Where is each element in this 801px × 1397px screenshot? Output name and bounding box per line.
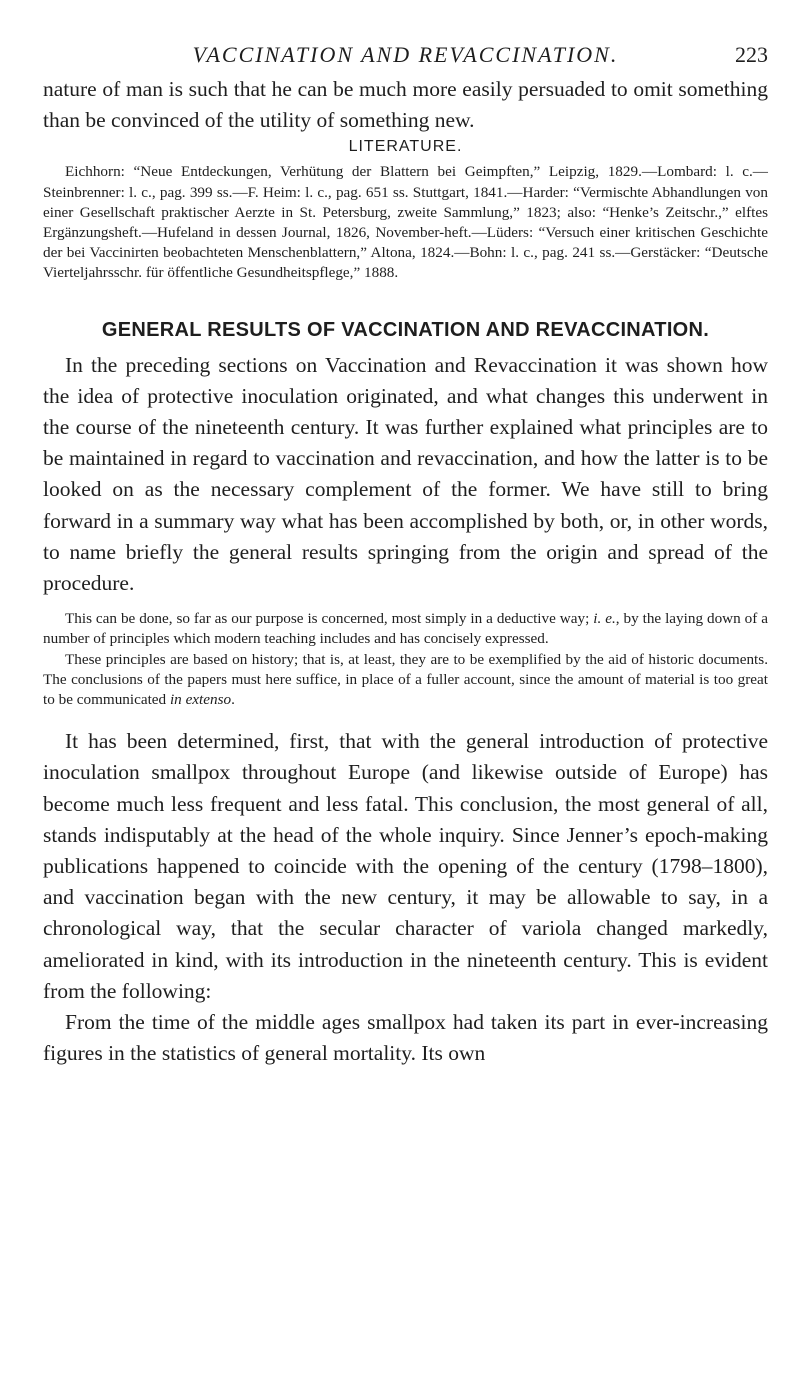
running-title: VACCINATION AND REVACCINATION.: [192, 42, 619, 67]
book-page: [43, 40, 768, 1070]
paragraph-first-determination: It has been determined, first, that with the general introduction of protective inoculation smallpox throughout Europe (and likewise outside of Europe) has become much less frequent and less fatal. This conclusion, the most general of all, stands indisputably at the head of the whole inquiry. Since Jenner’s epoch-making publications happened to coincide with the opening of the century (1798–1800), and vaccination began with the new century, it may be allowable to say, in a chronological way, that the secular character of variola changed markedly, ameliorated in kind, with its introduction in the nineteenth century. This is evident from the following:: [43, 729, 768, 1003]
italic-run: in extenso: [169, 691, 232, 709]
text-run: These principles are based on history; that is, at least, they are to be exemplified by the aid of historic documents. The conclusions of the papers must here suffice, in place of a fuller account, since the amount of material is too great to be communicated: [43, 650, 768, 709]
running-header: [43, 40, 768, 74]
literature-heading: LITERATURE.: [348, 138, 463, 156]
opening-paragraph: nature of man is such that he can be much more easily persuaded to omit something than be convinced of the utility of something new.: [43, 77, 768, 133]
paragraph-middle-ages: From the time of the middle ages smallpox had taken its part in ever-increasing figures in the statistics of general mortality. Its own: [43, 1010, 768, 1066]
literature-text: Eichhorn: “Neue Entdeckungen, Verhütung der Blattern bei Geimpften,” Leipzig, 1829.—Lombard: l. c.—Steinbrenner: l. c., pag. 399 ss.—F. Heim: l. c., pag. 651 ss. Stuttgart, 1841.—Harder: “Vermischte Abhandlungen von einer Gesellschaft praktischer Aerzte in St. Petersburg, zweite Sammlung,” 1823; also: “Henke’s Zeitschr.,” elftes Ergänzungsheft.—Hufeland in dessen Journal, 1826, November-heft.—Lüders: “Versuch einer kritischen Geschichte der bei Vaccinirten beobachteten Menschenblattern,” Altona, 1824.—Bohn: l. c., pag. 241 ss.—Gerstäcker: “Deutsche Vierteljahrsschr. für öffentliche Gesundheitspflege,” 1888.: [43, 163, 768, 282]
text-run: .: [231, 691, 235, 709]
italic-run: i. e.: [593, 610, 616, 628]
text-run: This can be done, so far as our purpose is concerned, most simply in a deductive way;: [65, 610, 594, 628]
paragraph-principles-history: [43, 650, 768, 711]
section-heading: GENERAL RESULTS OF VACCINATION AND REVACCINATION.: [101, 318, 710, 341]
page-number: 223: [735, 42, 768, 67]
paragraph-preceding-sections: In the preceding sections on Vaccination and Revaccination it was shown how the idea of protective inoculation originated, and what changes this underwent in the course of the nineteenth century. It was further explained what principles are to be maintained in regard to vaccination and revaccination, and how the latter is to be looked on as the necessary complement of the former. We have still to bring forward in a summary way what has been accomplished by both, or, in other words, to name briefly the general results springing from the origin and spread of the procedure.: [43, 352, 768, 596]
text-run: , by the laying down of a number of principles which modern teaching includes and has concisely expressed.: [43, 610, 768, 648]
paragraph-deductive-way: [43, 609, 768, 649]
